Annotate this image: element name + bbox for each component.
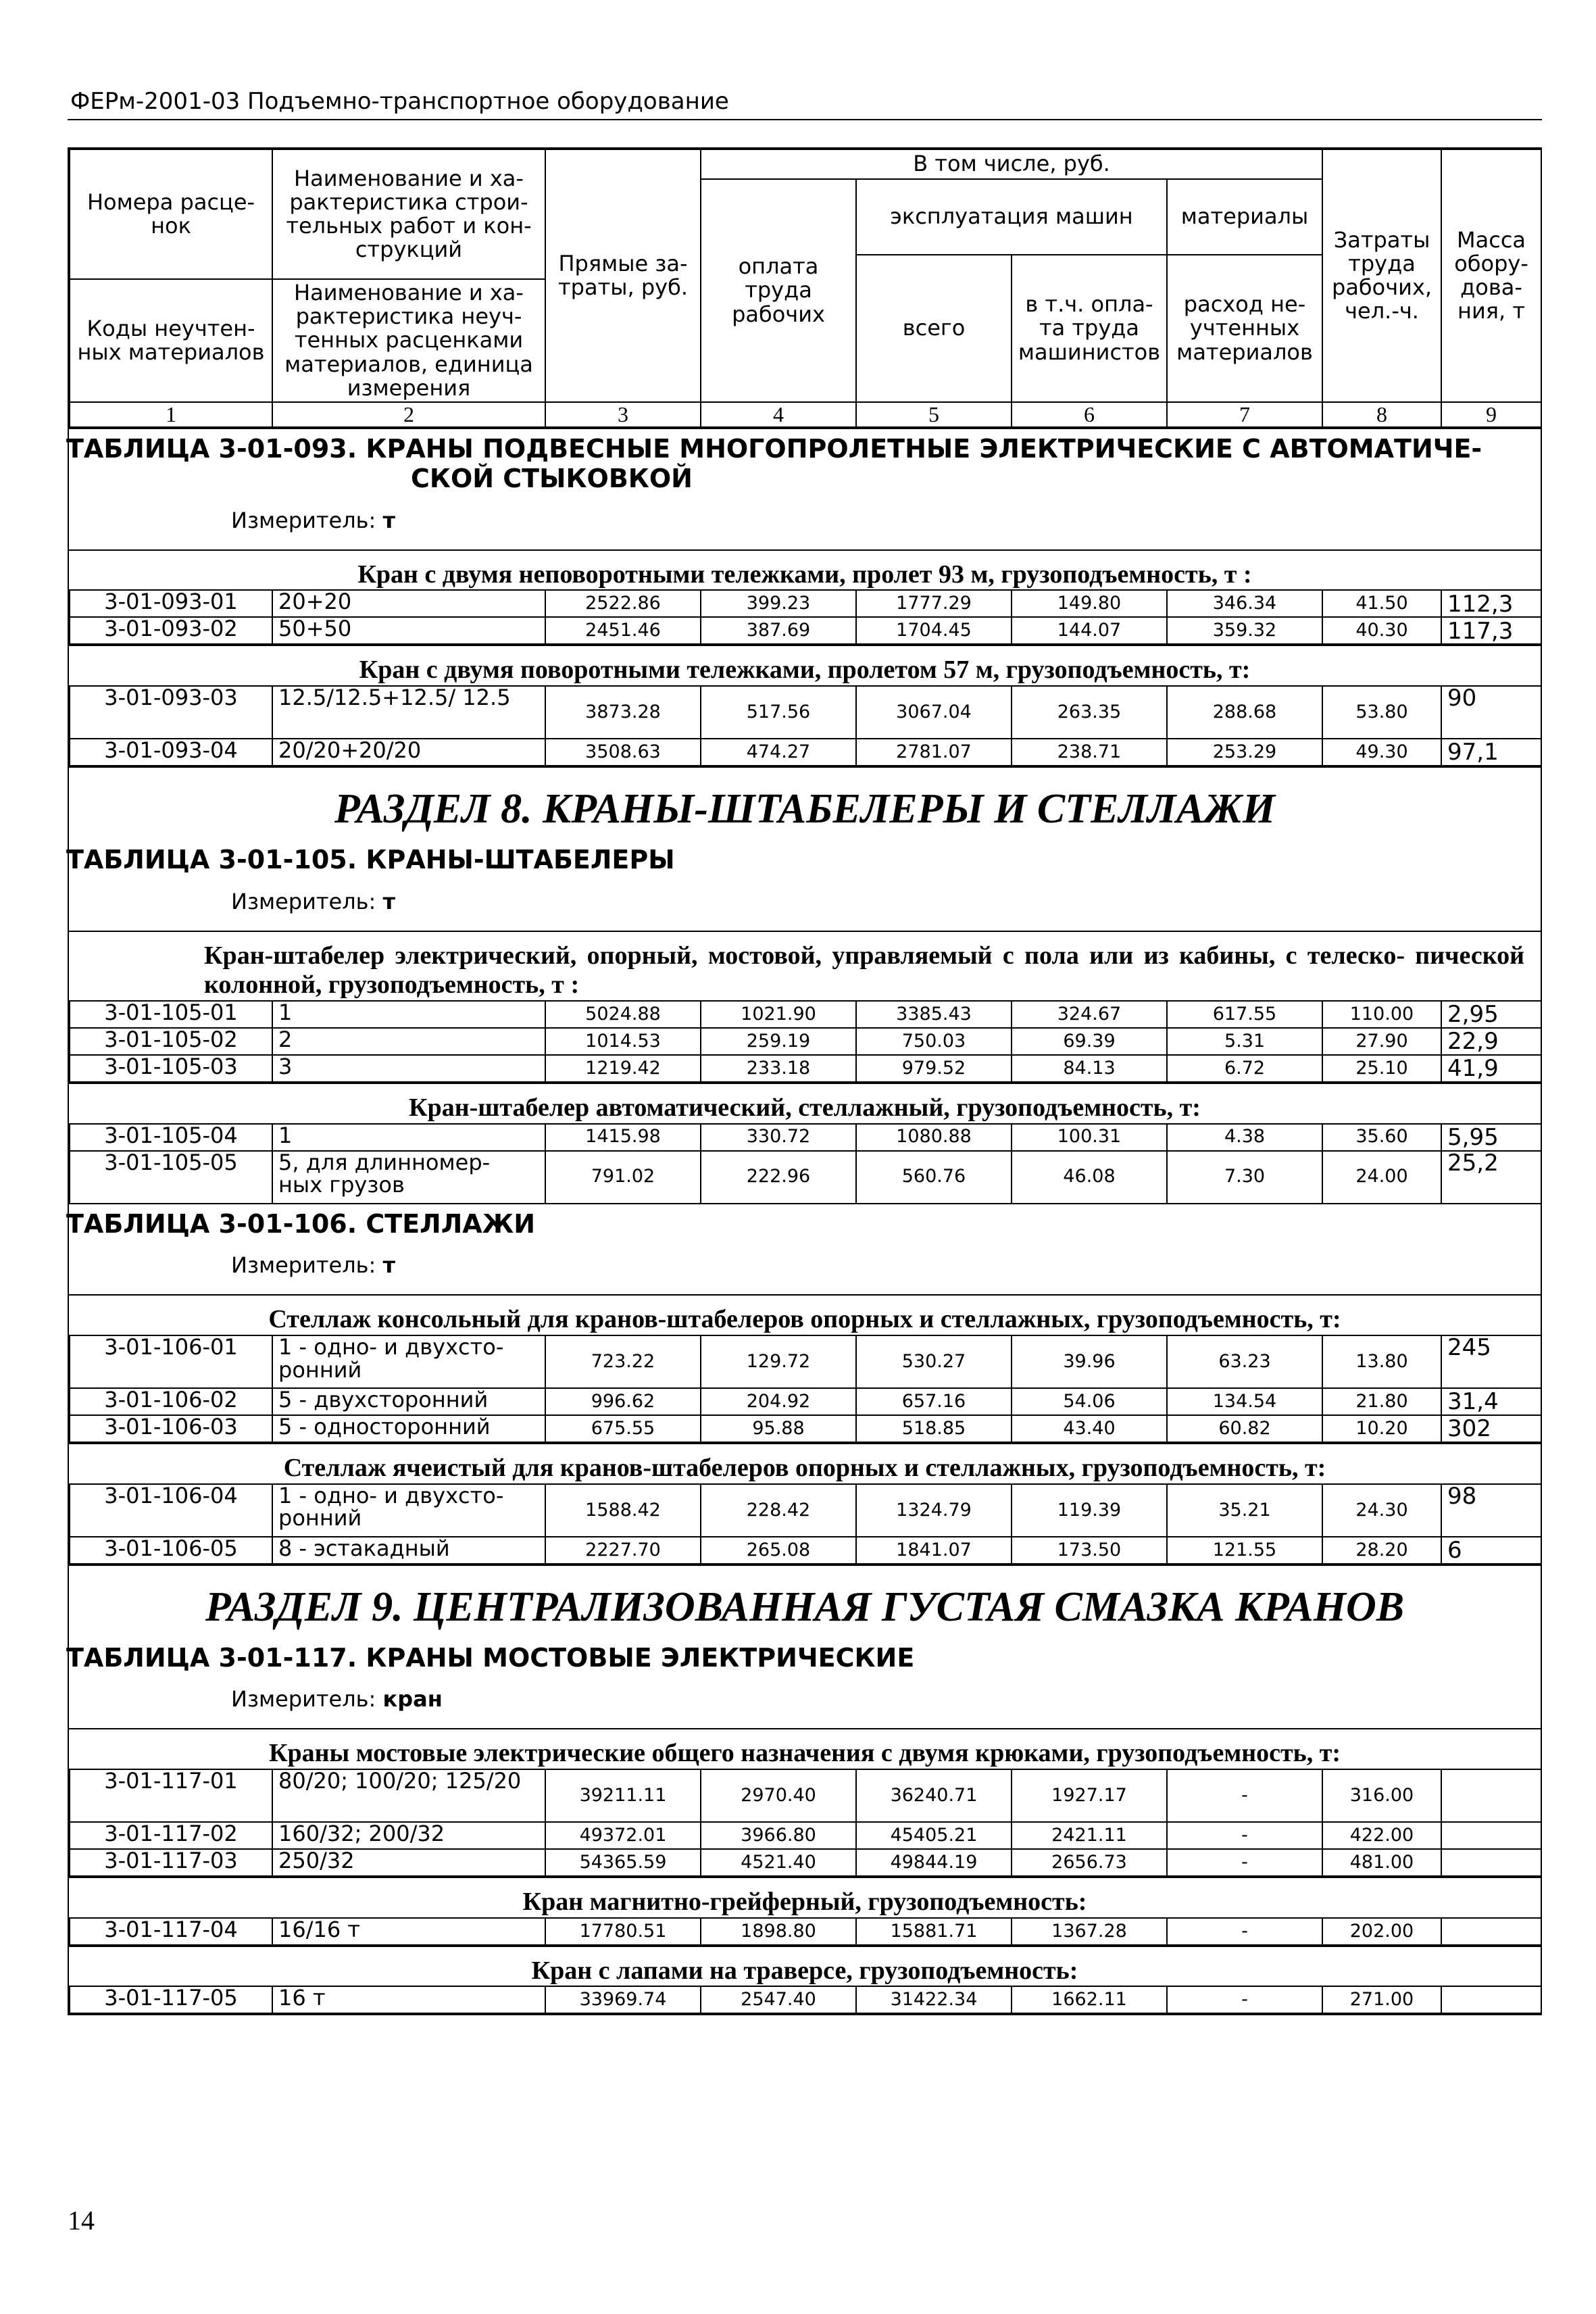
value-c8: 21.80	[1322, 1388, 1441, 1415]
column-number: 9	[1441, 402, 1541, 428]
table-row	[70, 590, 1541, 617]
value-c3: 54365.59	[545, 1849, 701, 1876]
rate-code: 3-01-093-02	[70, 617, 272, 644]
value-c4: 222.96	[701, 1151, 856, 1204]
value-c4: 95.88	[701, 1415, 856, 1442]
column-number: 6	[1012, 402, 1167, 428]
rate-code: 3-01-105-03	[70, 1055, 272, 1082]
value-c3: 1219.42	[545, 1055, 701, 1082]
value-c5: 45405.21	[856, 1822, 1012, 1849]
rate-code: 3-01-093-04	[70, 739, 272, 766]
measure-unit-line	[69, 1673, 1541, 1728]
table-row	[70, 1918, 1541, 1945]
rate-name: 8 - эстакадный	[272, 1537, 545, 1564]
value-c6: 119.39	[1012, 1484, 1167, 1537]
value-c7: 359.32	[1167, 617, 1322, 644]
rate-rows	[69, 1769, 1542, 1877]
value-c4: 474.27	[701, 739, 856, 766]
table-row	[70, 1484, 1541, 1537]
rates-table	[68, 147, 1542, 2015]
value-c4: 233.18	[701, 1055, 856, 1082]
value-c6: 69.39	[1012, 1028, 1167, 1055]
value-c6: 46.08	[1012, 1151, 1167, 1204]
table-title-line: СКОЙ СТЫКОВКОЙ	[411, 463, 693, 493]
header-material-name: Наименование и ха- рактеристика неуч- тенных расценками материалов, единица измерения	[272, 279, 545, 402]
group-title: Кран-штабелер электрический, опорный, мостовой, управляемый с пола или из кабины, с телеско- пической колонной, грузоподъемность, т :	[69, 931, 1541, 1000]
value-c7: -	[1167, 1769, 1322, 1822]
rate-code: 3-01-117-02	[70, 1822, 272, 1849]
rate-code: 3-01-106-05	[70, 1537, 272, 1564]
value-c5: 530.27	[856, 1335, 1012, 1388]
value-c8: 24.30	[1322, 1484, 1441, 1537]
value-c6: 238.71	[1012, 739, 1167, 766]
value-c7: 4.38	[1167, 1124, 1322, 1151]
value-c6: 39.96	[1012, 1335, 1167, 1388]
value-c3: 791.02	[545, 1151, 701, 1204]
value-c8: 13.80	[1322, 1335, 1441, 1388]
column-number: 2	[272, 402, 545, 428]
document-header: ФЕРм-2001-03 Подъемно-транспортное оборудование	[68, 88, 1542, 120]
table-row	[70, 1415, 1541, 1442]
rate-name: 1 - одно- и двухсто- ронний	[272, 1335, 545, 1388]
column-number: 4	[701, 402, 856, 428]
rate-name: 1 - одно- и двухсто- ронний	[272, 1484, 545, 1537]
rate-name: 12.5/12.5+12.5/ 12.5	[272, 686, 545, 739]
value-mass: 302	[1441, 1415, 1541, 1442]
rate-name: 5 - односторонний	[272, 1415, 545, 1442]
value-mass: 2,95	[1441, 1001, 1541, 1028]
value-c4: 4521.40	[701, 1849, 856, 1876]
value-c8: 40.30	[1322, 617, 1441, 644]
header-machines-total: всего	[856, 255, 1012, 402]
value-c6: 263.35	[1012, 686, 1167, 739]
value-c4: 1898.80	[701, 1918, 856, 1945]
value-c3: 2451.46	[545, 617, 701, 644]
rate-rows	[69, 1917, 1542, 1946]
rate-code: 3-01-105-05	[70, 1151, 272, 1204]
table-row	[70, 1388, 1541, 1415]
value-c4: 129.72	[701, 1335, 856, 1388]
column-number: 7	[1167, 402, 1322, 428]
table-title	[66, 1204, 1541, 1239]
value-c8: 202.00	[1322, 1918, 1441, 1945]
rate-name: 20+20	[272, 590, 545, 617]
value-c7: -	[1167, 1986, 1322, 2013]
value-mass: 5,95	[1441, 1124, 1541, 1151]
value-c8: 481.00	[1322, 1849, 1441, 1876]
value-c8: 41.50	[1322, 590, 1441, 617]
header-including: В том числе, руб.	[701, 149, 1322, 179]
value-c6: 173.50	[1012, 1537, 1167, 1564]
content	[66, 429, 1541, 2014]
measure-unit-line	[69, 875, 1541, 931]
value-c3: 49372.01	[545, 1822, 701, 1849]
value-c3: 996.62	[545, 1388, 701, 1415]
value-c7: 5.31	[1167, 1028, 1322, 1055]
value-mass: 98	[1441, 1484, 1541, 1537]
value-c5: 750.03	[856, 1028, 1012, 1055]
header-direct-costs: Прямые за- траты, руб.	[545, 149, 701, 402]
value-c6: 324.67	[1012, 1001, 1167, 1028]
measure-label: Измеритель:	[231, 507, 376, 533]
rate-name: 80/20; 100/20; 125/20	[272, 1769, 545, 1822]
rate-name: 1	[272, 1001, 545, 1028]
value-mass: 117,3	[1441, 617, 1541, 644]
table-row	[70, 739, 1541, 766]
rate-code: 3-01-106-04	[70, 1484, 272, 1537]
rate-code: 3-01-117-04	[70, 1918, 272, 1945]
value-c7: 253.29	[1167, 739, 1322, 766]
group-title: Кран-штабелер автоматический, стеллажный, грузоподъемность, т:	[69, 1083, 1541, 1123]
group-title: Стеллаж ячеистый для кранов-штабелеров опорных и стеллажных, грузоподъемность, т:	[69, 1443, 1541, 1483]
table-row	[70, 1151, 1541, 1204]
group-title: Кран с лапами на траверсе, грузоподъемность:	[69, 1946, 1541, 1986]
value-c5: 31422.34	[856, 1986, 1012, 2013]
value-c7: 346.34	[1167, 590, 1322, 617]
value-c3: 1014.53	[545, 1028, 701, 1055]
rate-code: 3-01-105-02	[70, 1028, 272, 1055]
value-c5: 979.52	[856, 1055, 1012, 1082]
value-c4: 3966.80	[701, 1822, 856, 1849]
table-row	[70, 1849, 1541, 1876]
rate-name: 20/20+20/20	[272, 739, 545, 766]
value-c3: 5024.88	[545, 1001, 701, 1028]
rate-name: 250/32	[272, 1849, 545, 1876]
measure-unit: т	[382, 507, 396, 533]
measure-unit: т	[382, 888, 396, 914]
value-c8: 10.20	[1322, 1415, 1441, 1442]
value-c8: 422.00	[1322, 1822, 1441, 1849]
value-c5: 2781.07	[856, 739, 1012, 766]
table-row	[70, 1537, 1541, 1564]
table-row	[70, 617, 1541, 644]
measure-unit-line	[69, 1239, 1541, 1294]
value-c5: 3385.43	[856, 1001, 1012, 1028]
value-c3: 675.55	[545, 1415, 701, 1442]
value-c7: -	[1167, 1918, 1322, 1945]
rate-rows	[69, 589, 1542, 645]
header-materials: материалы	[1167, 179, 1322, 255]
value-c7: 134.54	[1167, 1388, 1322, 1415]
value-c7: 617.55	[1167, 1001, 1322, 1028]
table-row	[70, 1001, 1541, 1028]
header-machine-operation: эксплуатация машин	[856, 179, 1167, 255]
column-header	[69, 149, 1542, 429]
value-c7: -	[1167, 1849, 1322, 1876]
measure-unit: кран	[382, 1686, 443, 1713]
value-c8: 25.10	[1322, 1055, 1441, 1082]
value-c8: 49.30	[1322, 739, 1441, 766]
rate-code: 3-01-117-01	[70, 1769, 272, 1822]
value-c3: 1588.42	[545, 1484, 701, 1537]
column-number: 8	[1322, 402, 1441, 428]
value-c5: 1080.88	[856, 1124, 1012, 1151]
rate-name: 3	[272, 1055, 545, 1082]
table-title	[66, 1638, 1541, 1673]
value-c5: 560.76	[856, 1151, 1012, 1204]
value-c4: 330.72	[701, 1124, 856, 1151]
value-c8: 35.60	[1322, 1124, 1441, 1151]
rate-name: 1	[272, 1124, 545, 1151]
value-c5: 1324.79	[856, 1484, 1012, 1537]
value-c4: 399.23	[701, 590, 856, 617]
value-c5: 1704.45	[856, 617, 1012, 644]
measure-label: Измеритель:	[231, 1686, 376, 1713]
value-c3: 39211.11	[545, 1769, 701, 1822]
measure-unit-line	[69, 494, 1541, 549]
value-c6: 144.07	[1012, 617, 1167, 644]
value-c4: 2547.40	[701, 1986, 856, 2013]
value-c8: 28.20	[1322, 1537, 1441, 1564]
table-row	[70, 1028, 1541, 1055]
table-title	[66, 840, 1541, 875]
table-row	[70, 1335, 1541, 1388]
rate-code: 3-01-093-03	[70, 686, 272, 739]
value-c4: 228.42	[701, 1484, 856, 1537]
table-row	[70, 1822, 1541, 1849]
value-c4: 517.56	[701, 686, 856, 739]
rate-code: 3-01-117-05	[70, 1986, 272, 2013]
table-title-line: ТАБЛИЦА 3-01-106. СТЕЛЛАЖИ	[66, 1208, 536, 1239]
rate-code: 3-01-117-03	[70, 1849, 272, 1876]
group-title: Стеллаж консольный для кранов-штабелеров опорных и стеллажных, грузоподъемность, т:	[69, 1294, 1541, 1335]
value-c3: 17780.51	[545, 1918, 701, 1945]
value-mass	[1441, 1918, 1541, 1945]
value-mass: 41,9	[1441, 1055, 1541, 1082]
rate-name: 5, для длинномер- ных грузов	[272, 1151, 545, 1204]
table-row	[70, 1124, 1541, 1151]
group-title: Кран с двумя поворотными тележками, пролетом 57 м, грузоподъемность, т:	[69, 645, 1541, 685]
value-c3: 3873.28	[545, 686, 701, 739]
table-row	[70, 1769, 1541, 1822]
value-c6: 2656.73	[1012, 1849, 1167, 1876]
value-c3: 2227.70	[545, 1537, 701, 1564]
value-mass: 6	[1441, 1537, 1541, 1564]
value-mass	[1441, 1769, 1541, 1822]
value-c5: 3067.04	[856, 686, 1012, 739]
value-c5: 657.16	[856, 1388, 1012, 1415]
value-c8: 316.00	[1322, 1769, 1441, 1822]
value-c4: 204.92	[701, 1388, 856, 1415]
group-title: Кран магнитно-грейферный, грузоподъемность:	[69, 1877, 1541, 1917]
value-c4: 259.19	[701, 1028, 856, 1055]
header-material-codes: Коды неучтен- ных материалов	[70, 279, 272, 402]
value-mass: 112,3	[1441, 590, 1541, 617]
rate-name: 160/32; 200/32	[272, 1822, 545, 1849]
value-c7: 121.55	[1167, 1537, 1322, 1564]
value-c7: 7.30	[1167, 1151, 1322, 1204]
value-c3: 723.22	[545, 1335, 701, 1388]
rate-rows	[69, 1335, 1542, 1443]
rate-name: 5 - двухсторонний	[272, 1388, 545, 1415]
rate-code: 3-01-106-03	[70, 1415, 272, 1442]
value-c5: 518.85	[856, 1415, 1012, 1442]
rate-code: 3-01-106-01	[70, 1335, 272, 1388]
value-c8: 27.90	[1322, 1028, 1441, 1055]
value-c5: 49844.19	[856, 1849, 1012, 1876]
value-c8: 110.00	[1322, 1001, 1441, 1028]
column-numbers-row	[70, 402, 1541, 428]
table-title-line: ТАБЛИЦА 3-01-117. КРАНЫ МОСТОВЫЕ ЭЛЕКТРИЧЕСКИЕ	[66, 1642, 915, 1673]
page	[68, 88, 1542, 2015]
group-title: Кран с двумя неповоротными тележками, пролет 93 м, грузоподъемность, т :	[69, 549, 1541, 590]
header-work-name: Наименование и ха- рактеристика строи- тельных работ и кон- струкций	[272, 149, 545, 279]
table-row	[70, 1055, 1541, 1082]
value-mass: 25,2	[1441, 1151, 1541, 1204]
value-c3: 3508.63	[545, 739, 701, 766]
value-c7: 35.21	[1167, 1484, 1322, 1537]
value-c8: 271.00	[1322, 1986, 1441, 2013]
table-title	[66, 429, 1541, 493]
header-equipment-mass: Масса обору- дова- ния, т	[1441, 149, 1541, 402]
value-mass: 245	[1441, 1335, 1541, 1388]
measure-label: Измеритель:	[231, 888, 376, 914]
rate-rows	[69, 1123, 1542, 1204]
header-labor-costs: Затраты труда рабочих, чел.-ч.	[1322, 149, 1441, 402]
column-number: 5	[856, 402, 1012, 428]
value-c8: 53.80	[1322, 686, 1441, 739]
rate-rows	[69, 685, 1542, 766]
rate-code: 3-01-105-04	[70, 1124, 272, 1151]
value-c7: 60.82	[1167, 1415, 1322, 1442]
value-c7: -	[1167, 1822, 1322, 1849]
rate-name: 50+50	[272, 617, 545, 644]
rate-code: 3-01-105-01	[70, 1001, 272, 1028]
value-c6: 84.13	[1012, 1055, 1167, 1082]
value-c6: 54.06	[1012, 1388, 1167, 1415]
rate-name: 16 т	[272, 1986, 545, 2013]
header-rate-numbers: Номера расце- нок	[70, 149, 272, 279]
value-c7: 6.72	[1167, 1055, 1322, 1082]
rate-name: 16/16 т	[272, 1918, 545, 1945]
column-number: 3	[545, 402, 701, 428]
measure-unit: т	[382, 1252, 396, 1279]
value-mass	[1441, 1986, 1541, 2013]
value-c8: 24.00	[1322, 1151, 1441, 1204]
table-title-line: ТАБЛИЦА 3-01-093. КРАНЫ ПОДВЕСНЫЕ МНОГОПРОЛЕТНЫЕ ЭЛЕКТРИЧЕСКИЕ С АВТОМАТИЧЕ-	[66, 434, 1482, 464]
value-mass	[1441, 1822, 1541, 1849]
section-title: РАЗДЕЛ 8. КРАНЫ-ШТАБЕЛЕРЫ И СТЕЛЛАЖИ	[69, 766, 1541, 840]
value-c4: 2970.40	[701, 1769, 856, 1822]
value-c6: 2421.11	[1012, 1822, 1167, 1849]
table-row	[70, 1986, 1541, 2013]
value-c5: 1777.29	[856, 590, 1012, 617]
table-row	[70, 686, 1541, 739]
value-c6: 1367.28	[1012, 1918, 1167, 1945]
rate-code: 3-01-093-01	[70, 590, 272, 617]
value-mass: 97,1	[1441, 739, 1541, 766]
group-title: Краны мостовые электрические общего назначения с двумя крюками, грузоподъемность, т:	[69, 1728, 1541, 1769]
table-title-line: ТАБЛИЦА 3-01-105. КРАНЫ-ШТАБЕЛЕРЫ	[66, 844, 675, 875]
value-c6: 43.40	[1012, 1415, 1167, 1442]
page-number: 14	[68, 2205, 95, 2236]
value-c3: 2522.86	[545, 590, 701, 617]
value-c6: 100.31	[1012, 1124, 1167, 1151]
rate-rows	[69, 1483, 1542, 1565]
header-worker-pay: оплата труда рабочих	[701, 179, 856, 402]
measure-label: Измеритель:	[231, 1252, 376, 1279]
value-c3: 33969.74	[545, 1986, 701, 2013]
value-c3: 1415.98	[545, 1124, 701, 1151]
header-machinist-pay: в т.ч. опла- та труда машинистов	[1012, 255, 1167, 402]
value-c7: 63.23	[1167, 1335, 1322, 1388]
value-c5: 36240.71	[856, 1769, 1012, 1822]
value-c6: 1927.17	[1012, 1769, 1167, 1822]
rate-rows	[69, 1000, 1542, 1083]
value-c6: 1662.11	[1012, 1986, 1167, 2013]
value-c5: 15881.71	[856, 1918, 1012, 1945]
value-c5: 1841.07	[856, 1537, 1012, 1564]
value-mass: 90	[1441, 686, 1541, 739]
header-unaccounted-materials: расход не- учтенных материалов	[1167, 255, 1322, 402]
value-c6: 149.80	[1012, 590, 1167, 617]
value-c4: 387.69	[701, 617, 856, 644]
value-c4: 1021.90	[701, 1001, 856, 1028]
section-title: РАЗДЕЛ 9. ЦЕНТРАЛИЗОВАННАЯ ГУСТАЯ СМАЗКА КРАНОВ	[69, 1565, 1541, 1638]
rate-rows	[69, 1986, 1542, 2014]
column-number: 1	[70, 402, 272, 428]
value-c7: 288.68	[1167, 686, 1322, 739]
value-mass	[1441, 1849, 1541, 1876]
rate-name: 2	[272, 1028, 545, 1055]
value-mass: 22,9	[1441, 1028, 1541, 1055]
rate-code: 3-01-106-02	[70, 1388, 272, 1415]
value-c4: 265.08	[701, 1537, 856, 1564]
value-mass: 31,4	[1441, 1388, 1541, 1415]
